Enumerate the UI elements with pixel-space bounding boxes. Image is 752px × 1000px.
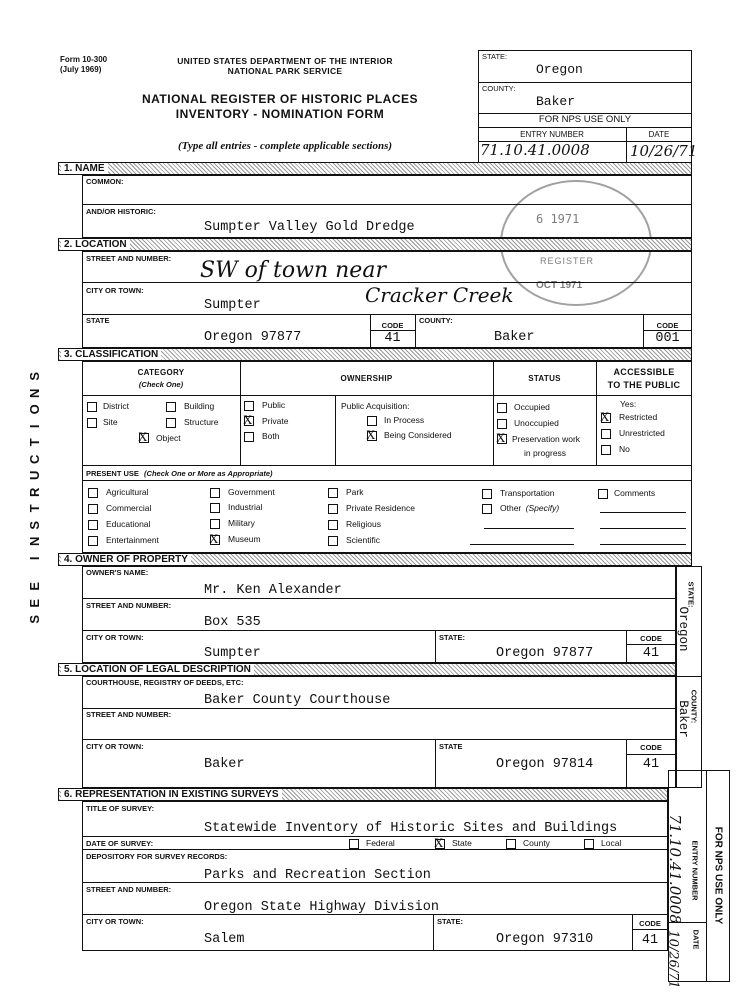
see-instructions-letter: E — [26, 581, 42, 591]
district-label: District — [103, 401, 129, 411]
nps-entry-number: 71.10.41.0008 — [480, 141, 590, 159]
survey-street-label: STREET AND NUMBER: — [86, 885, 172, 894]
state-check-mark: X — [434, 835, 444, 850]
private-check-mark: X — [243, 412, 253, 427]
accessible-label-2: TO THE PUBLIC — [607, 380, 681, 390]
see-instructions-letter: U — [26, 470, 42, 480]
other-checkbox[interactable] — [482, 504, 492, 514]
survey-street: Oregon State Highway Division — [204, 900, 439, 915]
county-code: 001 — [655, 331, 680, 346]
both-checkbox[interactable] — [244, 432, 254, 442]
religious-checkbox[interactable] — [328, 520, 338, 530]
present-use-label: PRESENT USE (Check One or More as Appropriate) — [86, 469, 273, 478]
other-label: Other (Specify) — [500, 503, 560, 513]
see-instructions-letter: T — [26, 504, 42, 513]
street-label: STREET AND NUMBER: — [86, 254, 172, 263]
ownership-label: OWNERSHIP — [340, 374, 393, 383]
museum-check-mark: X — [209, 531, 219, 546]
federal-label: Federal — [366, 838, 395, 848]
nps-date-label: DATE — [648, 130, 670, 139]
see-instructions-letter: I — [26, 555, 42, 560]
section-legal-header: 5. LOCATION OF LEGAL DESCRIPTION — [58, 663, 676, 676]
owner-street: Box 535 — [204, 615, 261, 630]
stamp-date: 6 1971 — [536, 212, 580, 226]
state-code: 41 — [384, 331, 401, 346]
side-entry-label: ENTRY NUMBER — [690, 840, 700, 901]
stamp-line-2: REGISTER — [540, 256, 595, 266]
park-label: Park — [346, 487, 364, 497]
see-instructions-letter: I — [26, 423, 42, 428]
form-instruction: (Type all entries - complete applicable sections) — [177, 140, 393, 152]
structure-label: Structure — [184, 417, 219, 427]
state-label: STATE — [86, 316, 110, 325]
comments-label: Comments — [614, 488, 656, 498]
religious-label: Religious — [346, 519, 381, 529]
agricultural-label: Agricultural — [106, 487, 149, 497]
no-label: No — [619, 444, 630, 454]
county-survey-label: County — [523, 838, 550, 848]
restricted-check-mark: X — [600, 409, 610, 424]
survey-code: 41 — [641, 933, 659, 948]
nps-county: Baker — [536, 94, 576, 109]
survey-code-label: CODE — [639, 919, 661, 928]
both-label: Both — [262, 431, 280, 441]
local-label: Local — [601, 838, 622, 848]
see-instructions-letter: E — [26, 598, 42, 608]
local-checkbox[interactable] — [584, 839, 594, 849]
section-name-header: 1. NAME — [58, 162, 692, 175]
legal-state-label: STATE — [439, 742, 463, 751]
side-nps-use: FOR NPS USE ONLY — [712, 826, 724, 925]
see-instructions-letter: S — [26, 520, 42, 530]
form-date: (July 1969) — [60, 65, 102, 74]
location-city-handwritten: Cracker Creek — [365, 283, 514, 307]
no-checkbox[interactable] — [601, 445, 611, 455]
nps-entry-label: ENTRY NUMBER — [520, 130, 584, 139]
scientific-checkbox[interactable] — [328, 536, 338, 546]
see-instructions-letter: O — [26, 404, 42, 415]
survey-state-label: STATE: — [437, 917, 463, 926]
form-number: Form 10-300 — [60, 55, 108, 64]
site-checkbox[interactable] — [87, 418, 97, 428]
military-label: Military — [228, 518, 255, 528]
courthouse-label: COURTHOUSE, REGISTRY OF DEEDS, ETC: — [86, 678, 244, 687]
owner-name: Mr. Ken Alexander — [204, 583, 342, 598]
section-owner-header: 4. OWNER OF PROPERTY — [58, 553, 692, 566]
public-label: Public — [262, 400, 286, 410]
agency-line-1: UNITED STATES DEPARTMENT OF THE INTERIOR — [177, 56, 393, 66]
nps-county-label: COUNTY: — [482, 84, 516, 93]
location-city: Sumpter — [204, 298, 261, 313]
in-process-checkbox[interactable] — [367, 416, 377, 426]
side-county-label: COUNTY: — [689, 689, 699, 724]
being-considered-check-mark: X — [366, 427, 376, 442]
private-residence-checkbox[interactable] — [328, 504, 338, 514]
unoccupied-checkbox[interactable] — [497, 419, 507, 429]
preservation-check-mark: X — [496, 430, 506, 445]
courthouse: Baker County Courthouse — [204, 693, 391, 708]
see-instructions-letter: C — [26, 454, 42, 464]
building-label: Building — [184, 401, 215, 411]
owner-city: Sumpter — [204, 646, 261, 661]
location-street: SW of town near — [200, 258, 386, 283]
legal-state: Oregon 97814 — [496, 757, 594, 772]
section-location-header: 2. LOCATION — [58, 238, 692, 251]
building-checkbox[interactable] — [166, 402, 176, 412]
side-state-label: STATE: — [686, 581, 696, 608]
form-subtitle: INVENTORY - NOMINATION FORM — [175, 107, 385, 121]
preservation-label-2: in progress — [524, 448, 567, 458]
see-instructions-letter: T — [26, 438, 42, 447]
object-check-mark: X — [138, 429, 148, 444]
status-label: STATUS — [528, 374, 561, 383]
entertainment-label: Entertainment — [106, 535, 159, 545]
unrestricted-checkbox[interactable] — [601, 429, 611, 439]
park-checkbox[interactable] — [328, 488, 338, 498]
preservation-label: Preservation work — [512, 434, 581, 444]
nps-entry-date: 10/26/71 — [630, 142, 698, 160]
county-checkbox[interactable] — [506, 839, 516, 849]
district-checkbox[interactable] — [87, 402, 97, 412]
section-classification-header: 3. CLASSIFICATION — [58, 348, 692, 361]
legal-city-label: CITY OR TOWN: — [86, 742, 144, 751]
public-acquisition-label: Public Acquisition: — [341, 401, 410, 411]
see-instructions-letter: S — [26, 614, 42, 624]
side-county: Baker — [676, 700, 690, 738]
industrial-checkbox[interactable] — [210, 503, 220, 513]
nps-state-label: STATE: — [482, 52, 508, 61]
public-checkbox[interactable] — [244, 401, 254, 411]
educational-checkbox[interactable] — [88, 520, 98, 530]
yes-label: Yes: — [620, 399, 637, 409]
object-label: Object — [156, 433, 181, 443]
entertainment-checkbox[interactable] — [88, 536, 98, 546]
side-entry-number: 71.10.41.0008 — [666, 814, 684, 924]
state-code-label: CODE — [381, 321, 404, 330]
side-date-label: DATE — [691, 929, 701, 950]
location-county: Baker — [494, 330, 535, 345]
owner-city-label: CITY OR TOWN: — [86, 633, 144, 642]
see-instructions-letter: S — [26, 371, 42, 381]
depository-label: DEPOSITORY FOR SURVEY RECORDS: — [86, 852, 228, 861]
depository: Parks and Recreation Section — [204, 868, 431, 883]
owner-state: Oregon 97877 — [496, 646, 594, 661]
survey-date-label: DATE OF SURVEY: — [86, 839, 154, 848]
transportation-checkbox[interactable] — [482, 489, 492, 499]
owner-code-label: CODE — [640, 634, 662, 643]
see-instructions-letter: N — [26, 536, 42, 546]
side-state: Oregon — [676, 606, 690, 652]
government-checkbox[interactable] — [210, 488, 220, 498]
owner-street-label: STREET AND NUMBER: — [86, 601, 172, 610]
owner-state-label: STATE: — [439, 633, 465, 642]
common-label: COMMON: — [86, 177, 124, 186]
private-residence-label: Private Residence — [346, 503, 415, 513]
occupied-label: Occupied — [514, 402, 550, 412]
survey-state: Oregon 97310 — [496, 932, 594, 947]
federal-checkbox[interactable] — [349, 839, 359, 849]
nps-state: Oregon — [536, 62, 583, 77]
agricultural-checkbox[interactable] — [88, 488, 98, 498]
city-label: CITY OR TOWN: — [86, 286, 144, 295]
educational-label: Educational — [106, 519, 151, 529]
scientific-label: Scientific — [346, 535, 381, 545]
owner-code: 41 — [642, 646, 660, 661]
county-label: COUNTY: — [419, 316, 453, 325]
museum-label: Museum — [228, 534, 261, 544]
industrial-label: Industrial — [228, 502, 263, 512]
private-label: Private — [262, 416, 289, 426]
comments-checkbox[interactable] — [598, 489, 608, 499]
occupied-checkbox[interactable] — [497, 403, 507, 413]
county-code-label: CODE — [656, 321, 679, 330]
government-label: Government — [228, 487, 275, 497]
state-survey-label: State — [452, 838, 472, 848]
location-state: Oregon 97877 — [204, 330, 302, 345]
owner-name-label: OWNER'S NAME: — [86, 568, 149, 577]
military-checkbox[interactable] — [210, 519, 220, 529]
survey-city: Salem — [204, 932, 245, 947]
category-label: CATEGORY — [137, 368, 185, 377]
nps-use-only: FOR NPS USE ONLY — [538, 114, 632, 125]
unrestricted-label: Unrestricted — [619, 428, 665, 438]
see-instructions — [28, 368, 42, 648]
restricted-label: Restricted — [619, 412, 658, 422]
survey-city-label: CITY OR TOWN: — [86, 917, 144, 926]
historic-label: AND/OR HISTORIC: — [86, 207, 156, 216]
form-title: NATIONAL REGISTER OF HISTORIC PLACES — [141, 92, 419, 106]
see-instructions-letter — [29, 565, 41, 579]
survey-title: Statewide Inventory of Historic Sites and Buildings — [204, 821, 618, 836]
section-surveys-header: 6. REPRESENTATION IN EXISTING SURVEYS — [58, 788, 668, 801]
survey-title-label: TITLE OF SURVEY: — [86, 804, 155, 813]
category-sub: (Check One) — [138, 380, 184, 389]
historic-name: Sumpter Valley Gold Dredge — [204, 220, 415, 235]
in-process-label: In Process — [384, 415, 425, 425]
unoccupied-label: Unoccupied — [514, 418, 559, 428]
see-instructions-letter: R — [26, 487, 42, 497]
transportation-label: Transportation — [500, 488, 555, 498]
legal-code-label: CODE — [640, 743, 662, 752]
legal-city: Baker — [204, 757, 245, 772]
structure-checkbox[interactable] — [166, 418, 176, 428]
accessible-label: ACCESSIBLE — [613, 367, 675, 377]
agency-line-2: NATIONAL PARK SERVICE — [227, 66, 343, 76]
see-instructions-letter: N — [26, 388, 42, 398]
stamp-bottom: OCT 1971 — [536, 280, 583, 291]
side-date: 10/26/71 — [665, 930, 681, 989]
commercial-label: Commercial — [106, 503, 152, 513]
being-considered-label: Being Considered — [384, 430, 452, 440]
legal-code: 41 — [642, 757, 660, 772]
legal-street-label: STREET AND NUMBER: — [86, 710, 172, 719]
commercial-checkbox[interactable] — [88, 504, 98, 514]
site-label: Site — [103, 417, 118, 427]
